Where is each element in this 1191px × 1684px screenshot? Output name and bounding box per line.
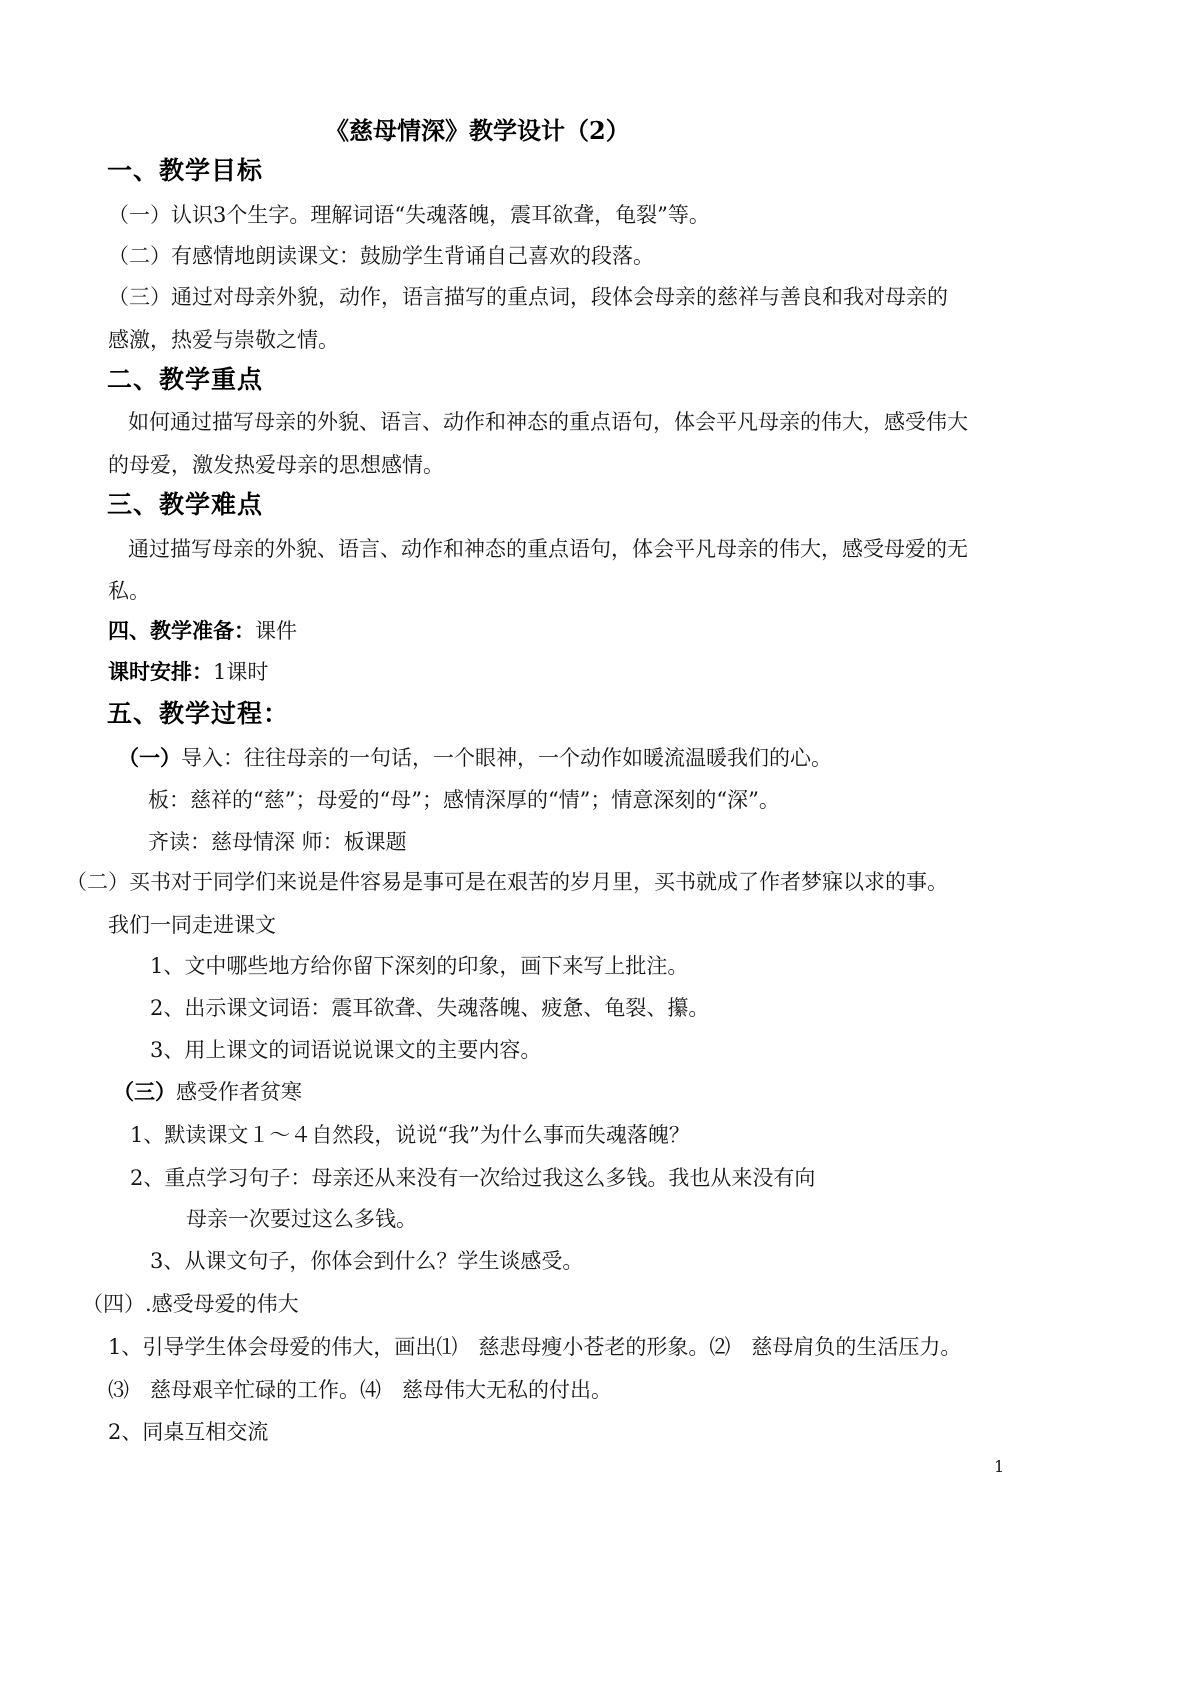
page-number: 1 (994, 1457, 1005, 1476)
schedule-label: 课时安排： (108, 659, 213, 684)
process-part-2-line-1: （二）买书对于同学们来说是件容易是事可是在艰苦的岁月里，买书就成了作者梦寐以求的事。 (66, 870, 948, 894)
objective-1: （一）认识3个生字。理解词语“失魂落魄，震耳欲聋，龟裂”等。 (108, 203, 710, 227)
key-points-line-1: 如何通过描写母亲的外貌、语言、动作和神态的重点语句，体会平凡母亲的伟大，感受伟大 (128, 410, 968, 434)
section-heading-difficulties: 三、教学难点 (107, 490, 264, 519)
process-part-2-line-2: 我们一同走进课文 (108, 913, 276, 937)
difficulties-line-1: 通过描写母亲的外貌、语言、动作和神态的重点语句，体会平凡母亲的伟大，感受母爱的无 (128, 537, 968, 561)
process-part-3-item-3: 3、从课文句子，你体会到什么？学生谈感受。 (150, 1249, 584, 1273)
objective-3-line-2: 感激，热爱与崇敬之情。 (108, 328, 339, 352)
process-part-3-item-1: 1、默读课文１～４自然段，说说“我”为什么事而失魂落魄？ (130, 1123, 690, 1147)
process-part-4-item-1-line-1: 1、引导学生体会母爱的伟大，画出⑴ 慈悲母瘦小苍老的形象。⑵ 慈母肩负的生活压力。 (108, 1335, 962, 1359)
process-part-3-label: （三） (113, 1079, 176, 1104)
difficulties-line-2: 私。 (108, 579, 150, 603)
preparation (108, 616, 297, 646)
preparation-value: 课件 (255, 619, 297, 643)
process-intro (118, 743, 832, 773)
process-part-4-heading: （四）.感受母爱的伟大 (82, 1292, 299, 1316)
section-heading-process: 五、教学过程： (107, 699, 290, 728)
objective-3-line-1: （三）通过对母亲外貌，动作，语言描写的重点词，段体会母亲的慈祥与善良和我对母亲的 (108, 285, 948, 309)
schedule (108, 657, 268, 687)
schedule-value: 1课时 (213, 660, 269, 684)
preparation-label: 四、教学准备： (108, 618, 255, 643)
key-points-line-2: 的母爱，激发热爱母亲的思想感情。 (108, 453, 444, 477)
process-part-2-item-1: 1、文中哪些地方给你留下深刻的印象，画下来写上批注。 (150, 954, 689, 978)
section-heading-objectives: 一、教学目标 (107, 156, 264, 185)
objective-2: （二）有感情地朗读课文：鼓励学生背诵自己喜欢的段落。 (108, 244, 654, 268)
section-heading-key-points: 二、教学重点 (107, 365, 264, 394)
process-part-2-item-2: 2、出示课文词语：震耳欲聋、失魂落魄、疲惫、龟裂、攥。 (150, 996, 710, 1020)
process-part-4-item-1-line-2: ⑶ 慈母艰辛忙碌的工作。⑷ 慈母伟大无私的付出。 (108, 1378, 612, 1402)
document-title: 《慈母情深》教学设计（2） (325, 116, 630, 145)
process-part-3-text: 感受作者贫寒 (176, 1080, 302, 1104)
process-part-3-heading (113, 1077, 302, 1107)
process-part-3-item-2-line-1: 2、重点学习句子：母亲还从来没有一次给过我这么多钱。我也从来没有向 (130, 1166, 816, 1190)
process-part-4-item-2: 2、同桌互相交流 (108, 1420, 269, 1444)
process-part-2-item-3: 3、用上课文的词语说说课文的主要内容。 (150, 1038, 542, 1062)
process-read: 齐读：慈母情深 师：板课题 (148, 830, 407, 854)
process-intro-label: （一） (118, 745, 181, 770)
process-part-3-item-2-line-2: 母亲一次要过这么多钱。 (186, 1207, 417, 1231)
process-board: 板：慈祥的“慈”；母爱的“母”；感情深厚的“情”；情意深刻的“深”。 (148, 788, 780, 812)
process-intro-text: 导入：往往母亲的一句话，一个眼神，一个动作如暖流温暖我们的心。 (181, 746, 832, 770)
